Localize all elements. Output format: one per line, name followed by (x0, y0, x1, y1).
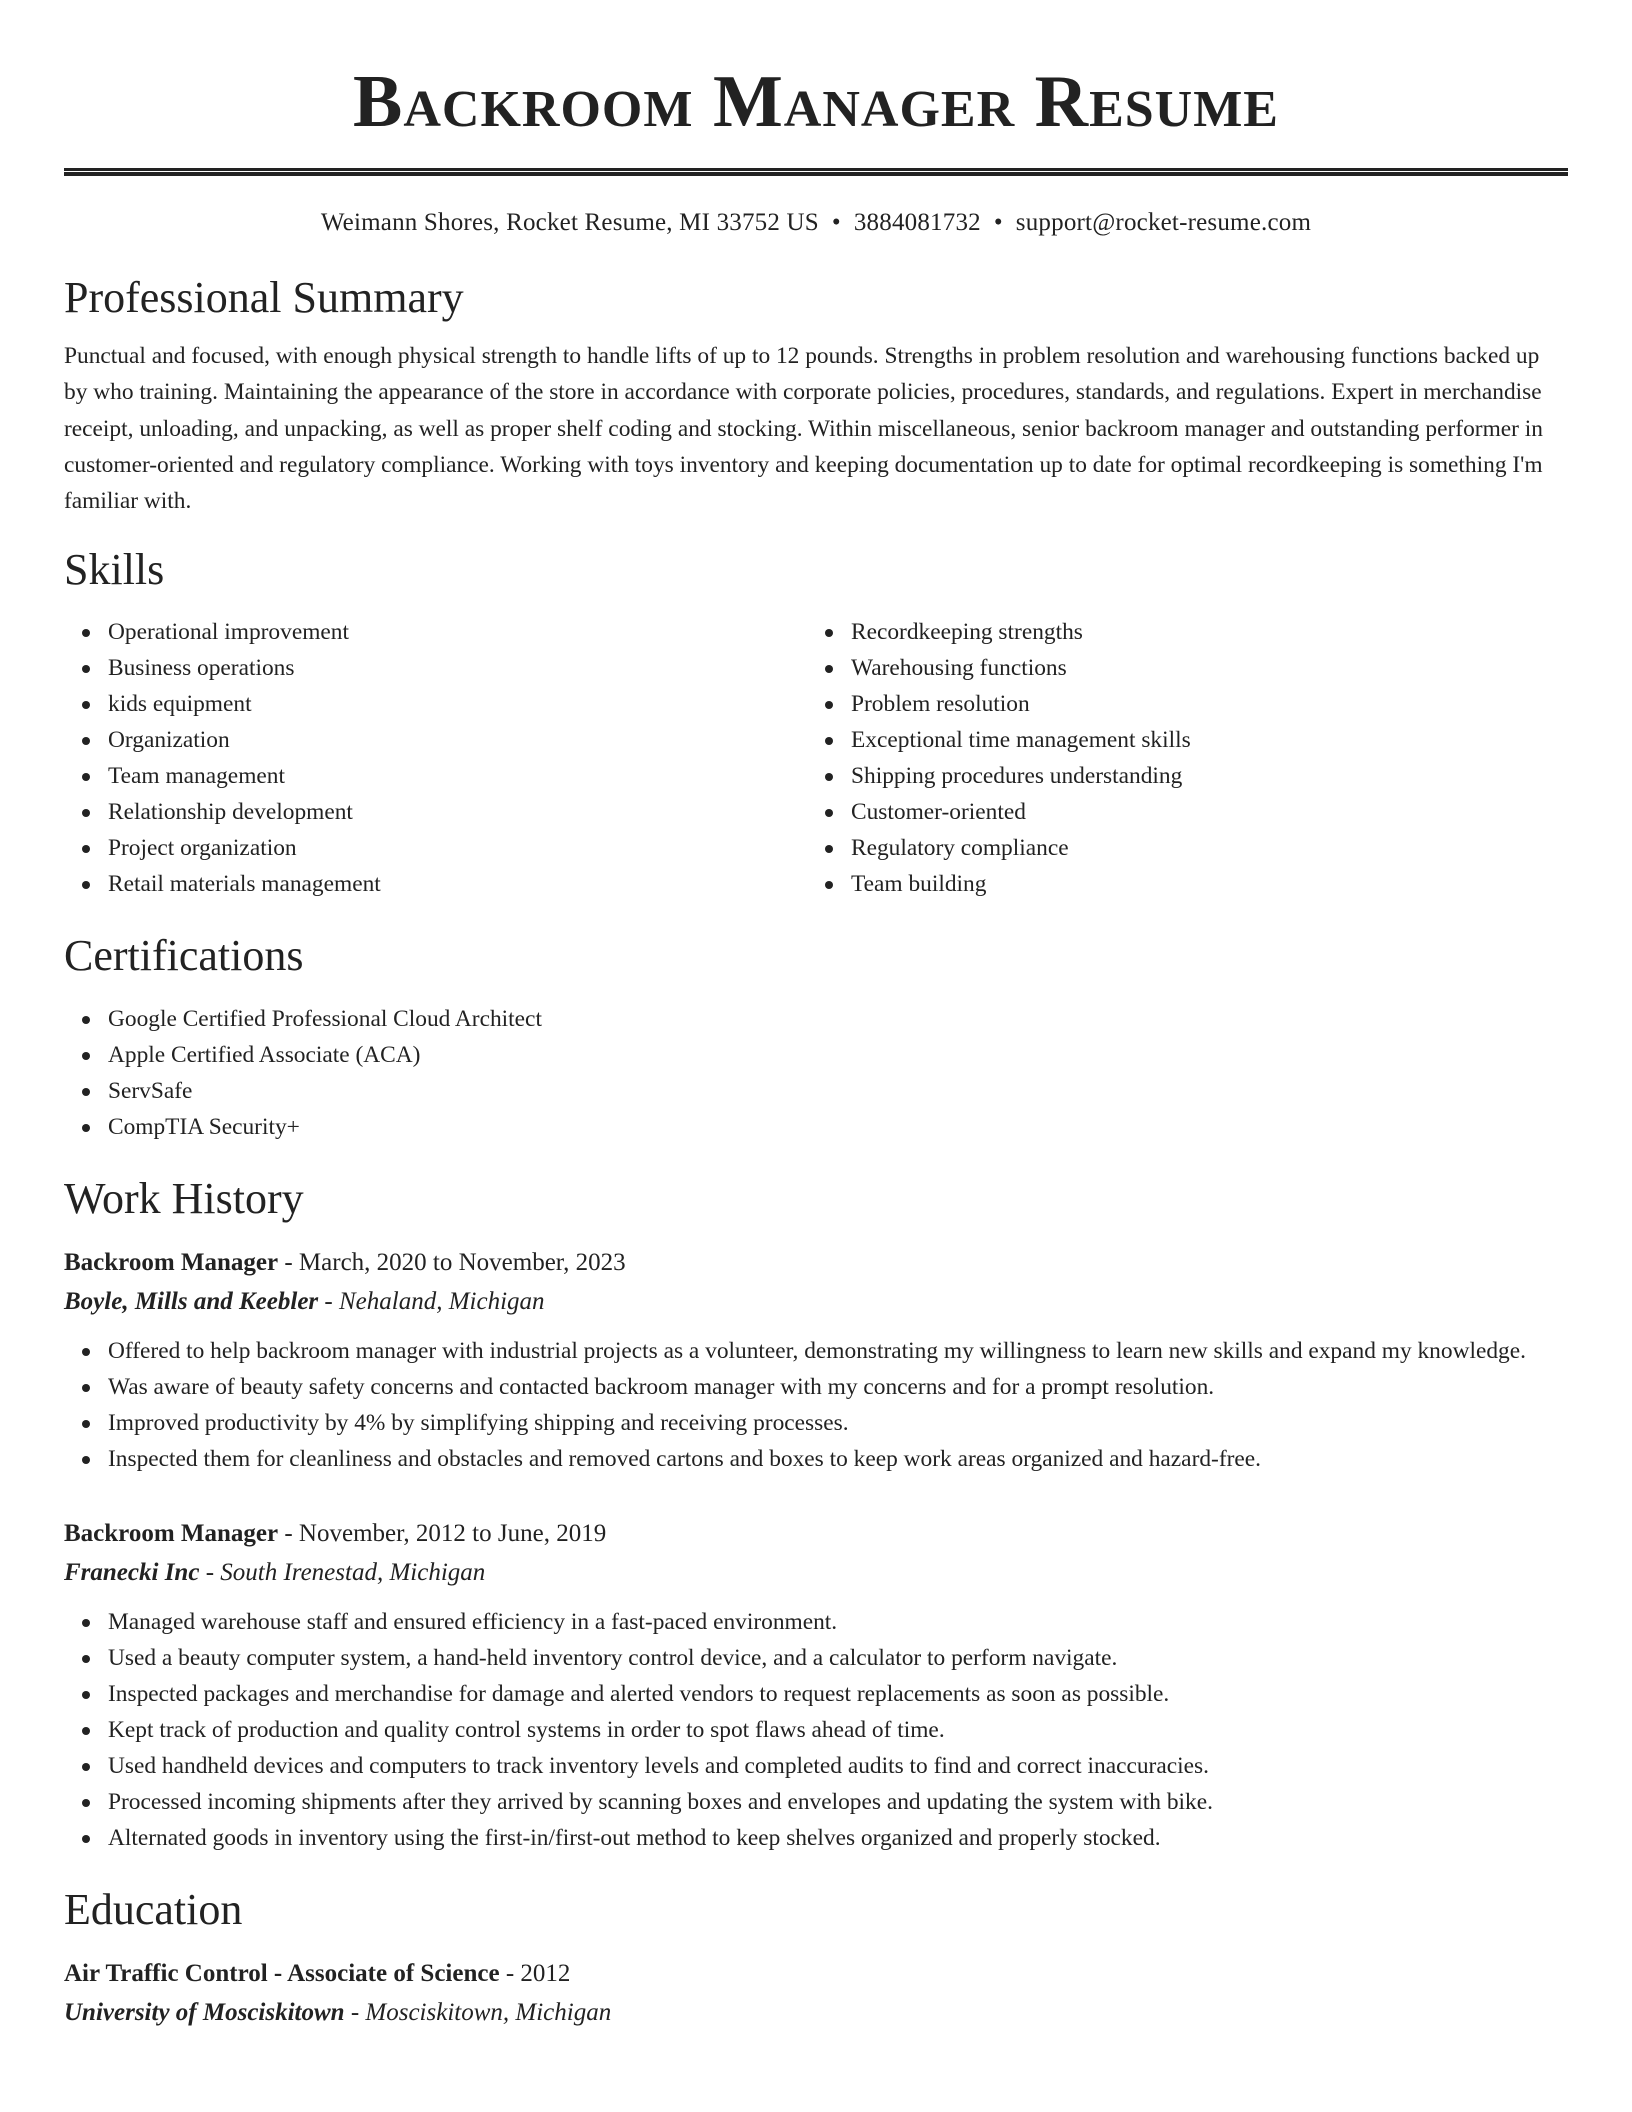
education-year: - 2012 (499, 1960, 571, 1988)
job-bullet: Inspected packages and merchandise for damage and alerted vendors to request replacements as soon as possible. (64, 1676, 1568, 1712)
job-title: Backroom Manager (64, 1520, 279, 1548)
education-degree: Air Traffic Control - Associate of Science (64, 1960, 500, 1988)
contact-separator: • (993, 209, 1003, 236)
education-school: University of Mosciskitown (64, 1999, 345, 2027)
work-history-heading: Work History (64, 1174, 304, 1224)
skill-item: Warehousing functions (807, 650, 1550, 686)
job-bullet: Used a beauty computer system, a hand-held inventory control device, and a calculator to perform navigate. (64, 1640, 1568, 1676)
job-bullet: Was aware of beauty safety concerns and contacted backroom manager with my concerns and for a prompt resolution. (64, 1369, 1568, 1405)
skill-item: Shipping procedures understanding (807, 758, 1550, 794)
certification-item: Apple Certified Associate (ACA) (64, 1037, 1568, 1073)
job-bullet: Inspected them for cleanliness and obstacles and removed cartons and boxes to keep work areas organized and hazard-free. (64, 1441, 1568, 1477)
skill-item: Customer-oriented (807, 794, 1550, 830)
skill-item: Exceptional time management skills (807, 722, 1550, 758)
skill-item: Project organization (64, 830, 807, 866)
job-entry (64, 1514, 1568, 1856)
skills-list-left (64, 614, 807, 902)
education-entry (64, 1954, 1568, 2032)
skills-heading: Skills (64, 545, 165, 595)
resume-title: Backroom Manager Resume (353, 61, 1279, 143)
job-employer (64, 1282, 1568, 1321)
job-bullet: Kept track of production and quality control systems in order to spot flaws ahead of time. (64, 1712, 1568, 1748)
contact-separator: • (831, 209, 841, 236)
skill-item: Business operations (64, 650, 807, 686)
skill-item: Team management (64, 758, 807, 794)
title-double-rule (64, 168, 1568, 176)
certifications-heading: Certifications (64, 931, 304, 981)
certification-item: Google Certified Professional Cloud Architect (64, 1001, 1568, 1037)
job-employer (64, 1553, 1568, 1592)
job-dates: - March, 2020 to November, 2023 (278, 1249, 626, 1277)
job-dates: - November, 2012 to June, 2019 (278, 1520, 607, 1548)
education-degree-line (64, 1954, 1568, 1993)
education-location: - Mosciskitown, Michigan (344, 1999, 612, 2027)
job-bullet: Processed incoming shipments after they arrived by scanning boxes and envelopes and updating the system with bike. (64, 1784, 1568, 1820)
job-bullets (64, 1333, 1568, 1477)
education-school-line (64, 1993, 1568, 2032)
contact-address: Weimann Shores, Rocket Resume, MI 33752 US (320, 209, 819, 236)
job-title: Backroom Manager (64, 1249, 279, 1277)
skill-item: Retail materials management (64, 866, 807, 902)
contact-line (64, 207, 1568, 239)
skills-columns (64, 614, 1568, 902)
certification-item: ServSafe (64, 1073, 1568, 1109)
certifications-list (64, 1001, 1568, 1145)
skill-item: Organization (64, 722, 807, 758)
summary-text: Punctual and focused, with enough physical strength to handle lifts of up to 12 pounds. Strengths in problem resolution and warehousing functions backed up by who training. Maintaining the appearance of the store in accordance with corporate policies, procedures, standards, and regulations. Expert in merchandise receipt, unloading, and unpacking, as well as proper shelf coding and stocking. Within miscellaneous, senior backroom manager and outstanding performer in customer-oriented and regulatory compliance. Working with toys inventory and keeping documentation up to date for optimal recordkeeping is something I'm familiar with. (64, 343, 1543, 515)
job-heading (64, 1243, 1568, 1282)
job-company: Boyle, Mills and Keebler (64, 1288, 319, 1316)
job-entry (64, 1243, 1568, 1477)
skill-item: Recordkeeping strengths (807, 614, 1550, 650)
skill-item: kids equipment (64, 686, 807, 722)
skills-list-right (807, 614, 1550, 902)
skill-item: Team building (807, 866, 1550, 902)
education-heading: Education (64, 1885, 243, 1935)
job-bullet: Used handheld devices and computers to track inventory levels and completed audits to find and correct inaccuracies. (64, 1748, 1568, 1784)
contact-email[interactable]: support@rocket-resume.com (1015, 209, 1312, 236)
job-location: - Nehaland, Michigan (318, 1288, 545, 1316)
skill-item: Problem resolution (807, 686, 1550, 722)
skill-item: Operational improvement (64, 614, 807, 650)
summary-heading: Professional Summary (64, 273, 464, 322)
job-bullet: Managed warehouse staff and ensured efficiency in a fast-paced environment. (64, 1604, 1568, 1640)
job-heading (64, 1514, 1568, 1553)
skill-item: Relationship development (64, 794, 807, 830)
contact-phone[interactable]: 3884081732 (853, 209, 981, 236)
job-location: - South Irenestad, Michigan (199, 1559, 486, 1587)
job-bullet: Offered to help backroom manager with industrial projects as a volunteer, demonstrating my willingness to learn new skills and expand my knowledge. (64, 1333, 1568, 1369)
certification-item: CompTIA Security+ (64, 1109, 1568, 1145)
skill-item: Regulatory compliance (807, 830, 1550, 866)
job-bullet: Alternated goods in inventory using the first-in/first-out method to keep shelves organized and properly stocked. (64, 1820, 1568, 1856)
job-bullets (64, 1604, 1568, 1856)
job-company: Franecki Inc (64, 1559, 200, 1587)
job-bullet: Improved productivity by 4% by simplifying shipping and receiving processes. (64, 1405, 1568, 1441)
